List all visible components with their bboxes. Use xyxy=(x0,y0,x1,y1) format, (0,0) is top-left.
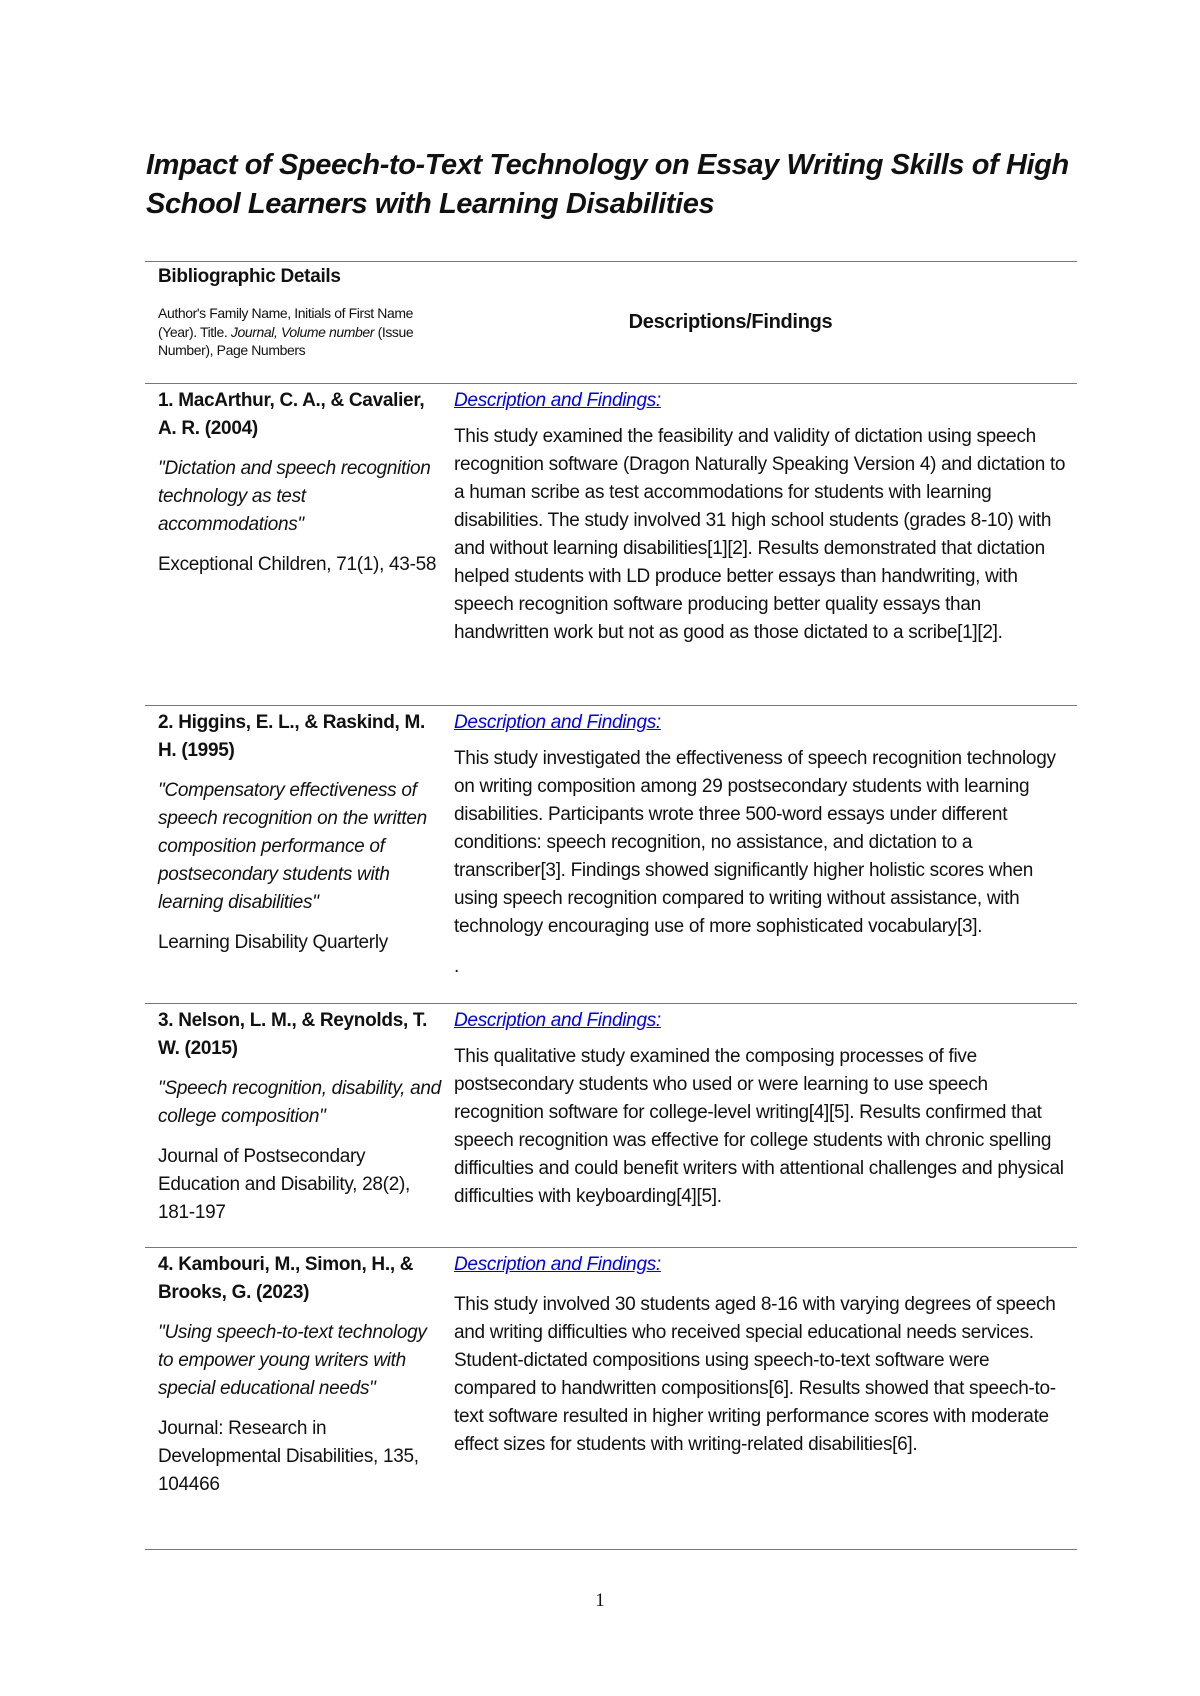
bibliographic-cell xyxy=(145,384,454,706)
description-findings-link[interactable]: Description and Findings: xyxy=(454,390,661,411)
description-findings-link[interactable]: Description and Findings: xyxy=(454,1254,661,1275)
findings-text: This study investigated the effectiveness of speech recognition technology on writing composition among 29 postsecondary students with learning disabilities. Participants wrote three 500-word essays under different conditions: speech recognition, no assistance, and dictation to a transcriber[3]. Findings showed significantly higher holistic scores when using speech recognition compared to writing without assistance, with technology encouraging use of more sophisticated vocabulary[3]. xyxy=(454,748,1056,937)
findings-text: This study examined the feasibility and validity of dictation using speech recognition software (Dragon Naturally Speaking Version 4) and dictation to a human scribe as test accommodations for students with learning disabilities. The study involved 31 high school students (grades 8-10) with and without learning disabilities[1][2]. Results demonstrated that dictation helped students with LD produce better essays than handwriting, with speech recognition software producing better quality essays than handwritten work but not as good as those dictated to a scribe[1][2]. xyxy=(454,426,1066,643)
table-row xyxy=(145,1248,1077,1550)
citation-title: "Using speech-to-text technology to empower young writers with special educational needs" xyxy=(158,1322,427,1399)
citation-title: "Compensatory effectiveness of speech recognition on the written composition performance of postsecondary students with learning disabilities" xyxy=(158,780,427,913)
findings-cell xyxy=(454,1004,1077,1248)
citation-title: "Speech recognition, disability, and college composition" xyxy=(158,1078,441,1127)
header-bibliographic-title: Bibliographic Details xyxy=(158,266,341,287)
bibliographic-cell xyxy=(145,1004,454,1248)
citation-format-part1: Author's Family Name, Initials of First Name (Year). Title. xyxy=(158,305,414,340)
citation-authors: 4. Kambouri, M., Simon, H., & Brooks, G. (2023) xyxy=(158,1254,414,1303)
table-row xyxy=(145,384,1077,706)
citation-source: Journal: Research in Developmental Disabilities, 135, 104466 xyxy=(158,1418,419,1495)
table-row xyxy=(145,706,1077,1004)
findings-trailing-text: . xyxy=(454,956,460,977)
findings-cell xyxy=(454,1248,1077,1550)
header-descriptions-findings: Descriptions/Findings xyxy=(628,311,833,333)
findings-cell xyxy=(454,706,1077,1004)
citation-format-part2: (Issue Number), Page Numbers xyxy=(158,323,414,358)
citation-format-journal: Journal, Volume number xyxy=(230,323,375,340)
table-header-row xyxy=(145,262,1077,384)
citation-source: Learning Disability Quarterly xyxy=(158,932,388,953)
description-findings-link[interactable]: Description and Findings: xyxy=(454,1010,661,1031)
citation-title: "Dictation and speech recognition technology as test accommodations" xyxy=(158,458,431,535)
page-number: 1 xyxy=(595,1590,605,1611)
citation-source: Exceptional Children, 71(1), 43-58 xyxy=(158,554,437,575)
citation-authors: 3. Nelson, L. M., & Reynolds, T. W. (2015) xyxy=(158,1010,428,1059)
bibliographic-cell xyxy=(145,706,454,1004)
table-row xyxy=(145,1004,1077,1248)
header-citation-format xyxy=(158,304,446,360)
page-title: Impact of Speech-to-Text Technology on Essay Writing Skills of High School Learners with Learning Disabilities xyxy=(146,149,1069,220)
description-findings-link[interactable]: Description and Findings: xyxy=(454,712,661,733)
findings-text: This study involved 30 students aged 8-16 with varying degrees of speech and writing difficulties who received special educational needs services. Student-dictated compositions using speech-to-text software were compared to handwritten compositions[6]. Results showed that speech-to-text software resulted in higher writing performance scores with moderate effect sizes for students with writing-related disabilities[6]. xyxy=(454,1294,1056,1455)
citation-source: Journal of Postsecondary Education and Disability, 28(2), 181-197 xyxy=(158,1146,410,1223)
bibliographic-cell xyxy=(145,1248,454,1550)
literature-table xyxy=(145,261,1077,1550)
header-bibliographic-cell xyxy=(145,262,454,384)
citation-authors: 1. MacArthur, C. A., & Cavalier, A. R. (2004) xyxy=(158,390,425,439)
citation-authors: 2. Higgins, E. L., & Raskind, M. H. (1995) xyxy=(158,712,425,761)
findings-cell xyxy=(454,384,1077,706)
findings-text: This qualitative study examined the composing processes of five postsecondary students who used or were learning to use speech recognition software for college-level writing[4][5]. Results confirmed that speech recognition was effective for college students with chronic spelling difficulties and could benefit writers with attentional challenges and physical difficulties with keyboarding[4][5]. xyxy=(454,1046,1064,1207)
